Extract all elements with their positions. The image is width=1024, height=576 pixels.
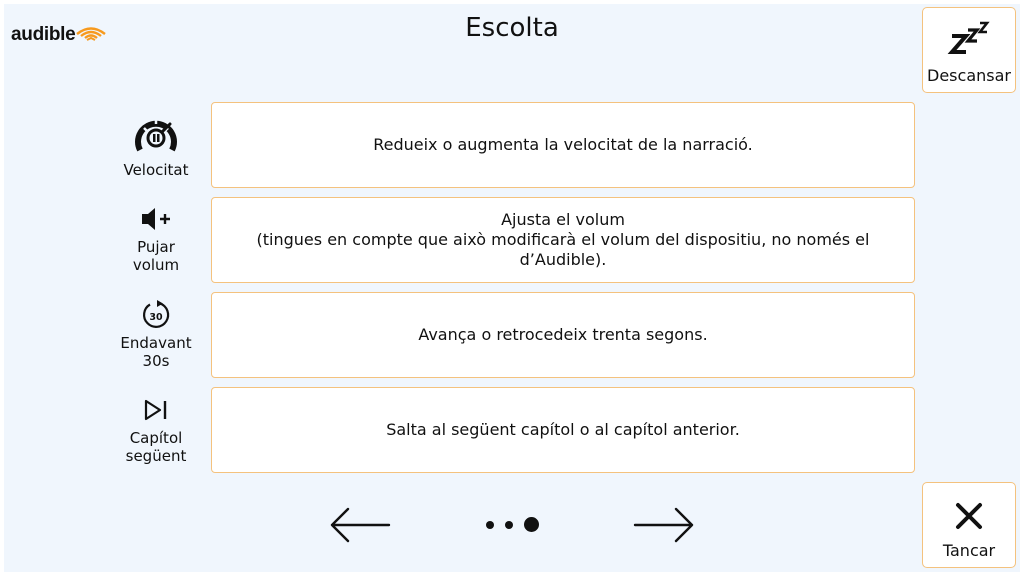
sleep-zzz-icon xyxy=(944,20,994,56)
page-dot-2[interactable] xyxy=(505,521,513,529)
brand-name: audible xyxy=(11,24,76,45)
speedometer-icon xyxy=(132,114,180,156)
speed-control xyxy=(104,114,208,179)
close-button[interactable] xyxy=(922,482,1016,568)
next-chapter-control xyxy=(104,398,208,465)
sleep-button-label: Descansar xyxy=(927,66,1011,85)
forward-30-description-text: Avança o retrocedeix trenta segons. xyxy=(418,325,708,344)
volume-description xyxy=(211,197,915,283)
volume-description-line1: Ajusta el volum xyxy=(501,210,625,229)
forward-30-control xyxy=(104,299,208,370)
next-chapter-description-text: Salta al següent capítol o al capítol anterior. xyxy=(386,420,740,439)
forward-30-description xyxy=(211,292,915,378)
speed-description xyxy=(211,102,915,188)
speed-description-text: Redueix o augmenta la velocitat de la narració. xyxy=(373,135,753,154)
next-chapter-description xyxy=(211,387,915,473)
speed-label: Velocitat xyxy=(123,161,189,179)
page-title: Escolta xyxy=(465,13,559,43)
close-icon xyxy=(954,501,984,531)
volume-up-icon xyxy=(139,206,173,232)
next-chapter-icon xyxy=(142,398,170,422)
next-page-arrow-icon[interactable] xyxy=(632,505,696,545)
svg-text:30: 30 xyxy=(149,312,163,323)
volume-label-line1: Pujar xyxy=(137,238,175,256)
page-dot-1[interactable] xyxy=(486,521,494,529)
screen-background xyxy=(4,4,1020,572)
volume-label-line2: volum xyxy=(132,256,180,274)
next-chapter-label-line1: Capítol xyxy=(129,429,183,447)
pagination-dots xyxy=(484,516,544,532)
previous-page-arrow-icon[interactable] xyxy=(328,505,392,545)
sleep-button[interactable] xyxy=(922,7,1016,93)
volume-control xyxy=(104,206,208,274)
page-dot-3-active[interactable] xyxy=(524,517,539,532)
next-chapter-label-line2: següent xyxy=(125,447,187,465)
forward-30-label-line2: 30s xyxy=(142,352,170,370)
forward-30-icon xyxy=(140,299,172,331)
forward-30-label-line1: Endavant xyxy=(120,334,192,352)
volume-description-line2: (tingues en compte que això modificarà el volum del dispositiu, no només el d’Audible). xyxy=(256,230,870,269)
close-button-label: Tancar xyxy=(942,541,996,560)
